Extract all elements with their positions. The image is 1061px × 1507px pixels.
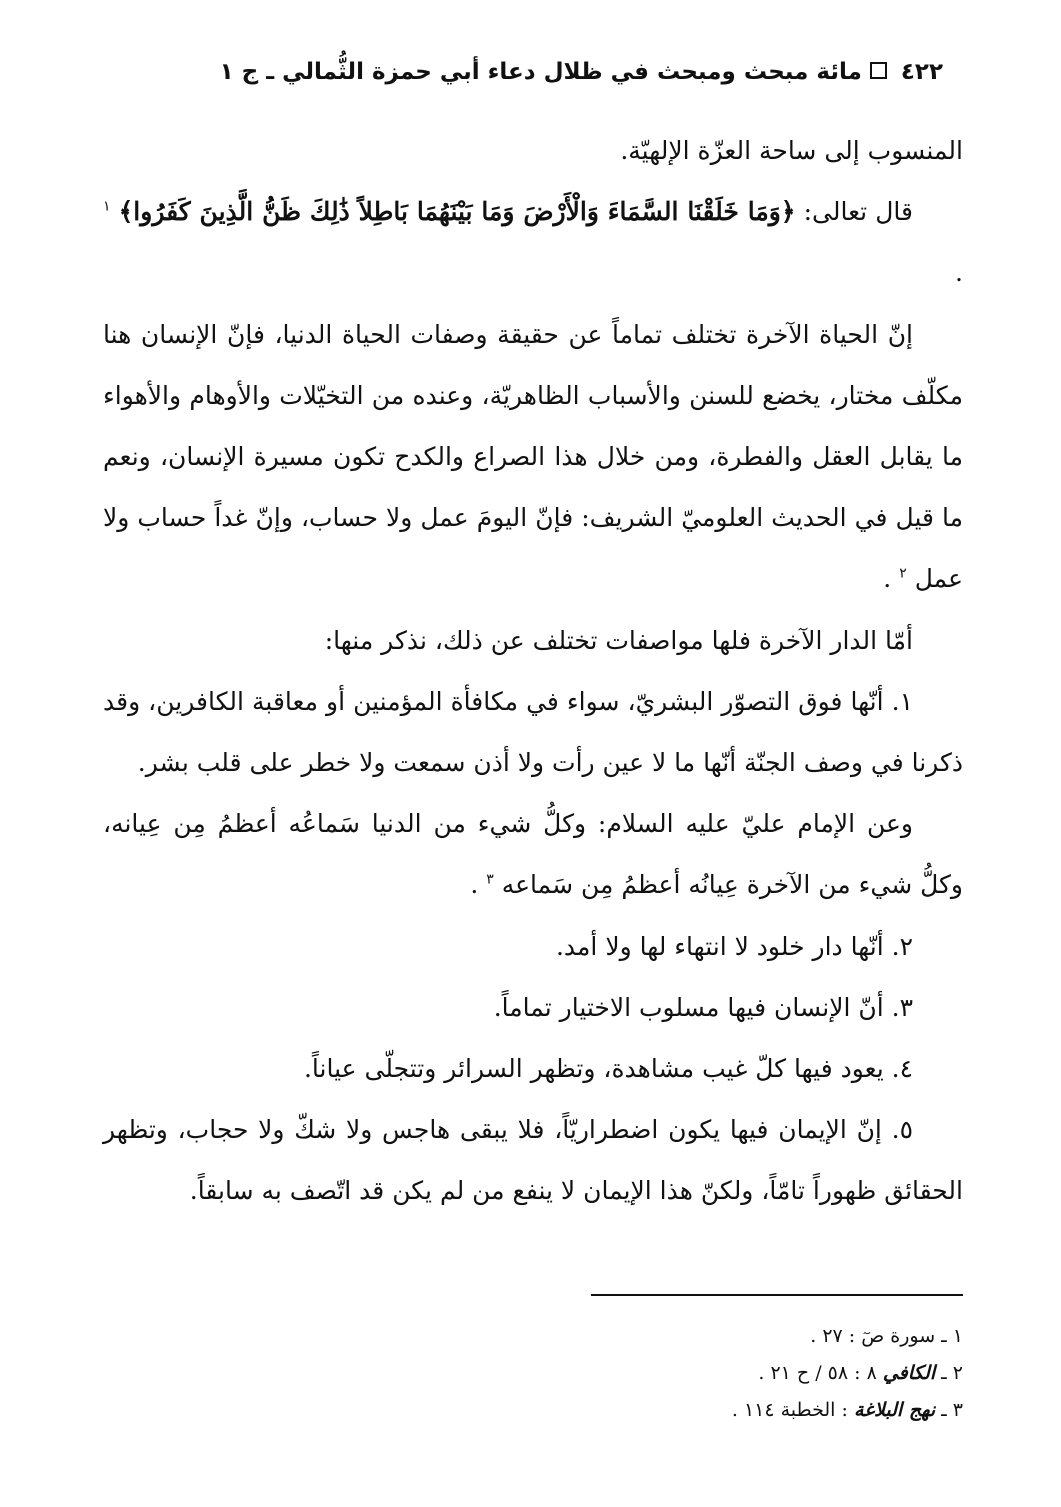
list-item-3: ٣. أنّ الإنسان فيها مسلوب الاختيار تماماً.: [493, 992, 913, 1022]
footnote-1: [103, 1318, 963, 1355]
footnote-source: الكافي: [882, 1362, 936, 1384]
footnote-2: [103, 1355, 963, 1392]
list-item-5: ٥. إنّ الإيمان فيها يكون اضطراريّاً، فلا يبقى هاجس ولا شكّ ولا حجاب، وتظهر الحقائق ظهوراً تامّاً، ولكنّ هذا الإيمان لا ينفع من لم يكن قد اتّصف به سابقاً.: [103, 1115, 963, 1206]
footnote-number: ٣ ـ: [941, 1399, 963, 1421]
sentence-end: .: [955, 258, 963, 288]
footnotes: [103, 1318, 963, 1429]
book-title: مائة مبحث ومبحث في ظلال دعاء أبي حمزة الثُّمالي ـ ج ١: [219, 59, 862, 85]
footnote-ref-1: ١: [103, 198, 111, 215]
footnote-divider: [591, 1294, 963, 1296]
paragraph-text: وعن الإمام عليّ عليه السلام: وكلُّ شيء من الدنيا سَماعُه أعظمُ مِن عِيانه، وكلُّ شيء من الآخرة عِيانُه أعظمُ مِن سَماعه: [103, 809, 963, 900]
list-item-4: ٤. يعود فيها كلّ غيب مشاهدة، وتظهر السرائر وتتجلّى عياناً.: [303, 1054, 913, 1084]
sentence-end: .: [470, 870, 479, 900]
footnote-text: ٨ : ٥٨ / ح ٢١ .: [758, 1362, 883, 1384]
quran-verse: ﴿وَمَا خَلَقْنَا السَّمَاءَ وَالْأَرْضَ وَمَا بَيْنَهُمَا بَاطِلاً ذَٰلِكَ ظَنُّ الَّذِينَ كَفَرُوا﴾: [118, 197, 796, 227]
footnote-text: سورة صٓ : ٢٧ .: [810, 1325, 936, 1347]
footnote-number: ٢ ـ: [941, 1362, 963, 1384]
body-text: [103, 120, 963, 1222]
verse-intro: قال تعالى:: [795, 197, 913, 227]
running-header: [118, 52, 943, 92]
paragraph-1: المنسوب إلى ساحة العزّة الإلهيّة.: [620, 136, 963, 165]
list-item-1: ١. أنّها فوق التصوّر البشريّ، سواء في مكافأة المؤمنين أو معاقبة الكافرين، وقد ذكرنا في وصف الجنّة أنّها ما لا عين رأت ولا أذن سمعت ولا خطر على قلب بشر.: [103, 686, 963, 778]
paragraph-text: إنّ الحياة الآخرة تختلف تماماً عن حقيقة وصفات الحياة الدنيا، فإنّ الإنسان هنا مكلّف مختار، يخضع للسنن والأسباب الظاهريّة، وعنده من التخيّلات والأوهام والأهواء ما يقابل العقل والفطرة، ومن خلال هذا الصراع والكدح تكون مسيرة الإنسان، ونعم ما قيل في الحديث العلوميّ الشريف: فإنّ اليومَ عمل ولا حساب، وإنّ غداً حساب ولا عمل: [103, 319, 963, 594]
footnote-source: نهج البلاغة: [853, 1399, 936, 1421]
page-number: ٤٢٢: [900, 59, 943, 85]
footnote-ref-3: ٣: [486, 872, 494, 889]
paragraph-imam-quote: [103, 793, 963, 915]
list-item-2: ٢. أنّها دار خلود لا انتهاء لها ولا أمد.: [555, 931, 913, 961]
footnote-ref-2: ٢: [899, 566, 907, 583]
paragraph-quran-verse: [103, 181, 963, 303]
paragraph-hereafter-life: [103, 304, 963, 610]
footnote-number: ١ ـ: [941, 1325, 963, 1347]
sentence-end: .: [883, 564, 892, 594]
box-ornament-icon: [870, 62, 887, 79]
footnote-text: : الخطبة ١١٤ .: [731, 1399, 854, 1421]
footnote-3: [103, 1392, 963, 1429]
paragraph-intro-list: أمّا الدار الآخرة فلها مواصفات تختلف عن ذلك، نذكر منها:: [324, 625, 913, 655]
